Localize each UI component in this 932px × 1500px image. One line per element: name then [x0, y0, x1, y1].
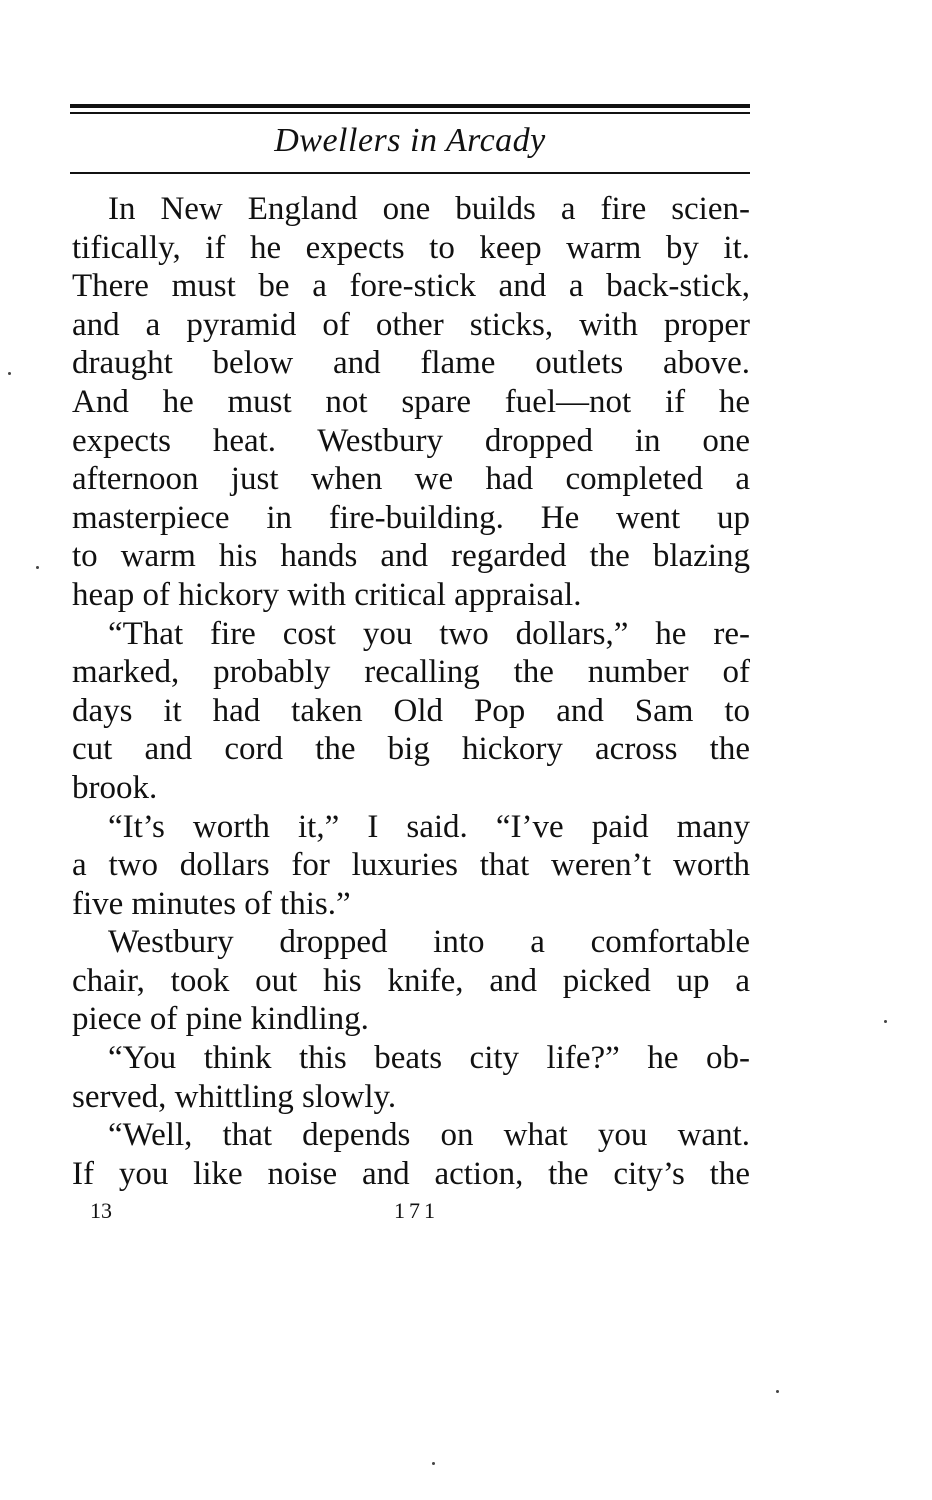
- signature-mark: 13: [90, 1198, 112, 1223]
- text-line: “You think this beats city life?” he ob-: [108, 1040, 750, 1077]
- text-line: masterpiece in fire-building. He went up: [72, 499, 750, 536]
- scan-speck: [776, 1390, 779, 1393]
- body-text: [72, 190, 750, 1193]
- text-line: heap of hickory with critical appraisal.: [72, 576, 582, 613]
- text-line: days it had taken Old Pop and Sam to: [72, 692, 750, 729]
- text-line: expects heat. Westbury dropped in one: [72, 422, 750, 459]
- page-number: 171: [394, 1198, 439, 1223]
- text-line: “That fire cost you two dollars,” he re-: [108, 615, 750, 652]
- text-line: draught below and flame outlets above.: [72, 345, 750, 382]
- text-line: piece of pine kindling.: [72, 1001, 369, 1038]
- text-line: In New England one builds a fire scien-: [108, 191, 750, 227]
- header-rule-bottom: [70, 172, 750, 174]
- scan-speck: [8, 372, 11, 375]
- text-line: brook.: [72, 769, 158, 806]
- text-line: to warm his hands and regarded the blazing: [72, 538, 750, 575]
- text-line: Westbury dropped into a comfortable: [108, 924, 750, 961]
- text-line: If you like noise and action, the city’s the: [72, 1155, 750, 1192]
- header-rule-thick: [70, 104, 750, 108]
- scan-speck: [884, 1020, 887, 1023]
- text-line: a two dollars for luxuries that weren’t worth: [72, 847, 750, 884]
- text-line: five minutes of this.”: [72, 885, 351, 922]
- header-rule-thin: [70, 112, 750, 114]
- text-line: marked, probably recalling the number of: [72, 654, 750, 691]
- text-line: chair, took out his knife, and picked up a: [72, 962, 750, 999]
- page-footer: [72, 1198, 750, 1228]
- text-line: and a pyramid of other sticks, with proper: [72, 306, 750, 343]
- text-line: There must be a fore-stick and a back-stick,: [72, 268, 750, 305]
- text-line: cut and cord the big hickory across the: [72, 731, 750, 768]
- text-line: And he must not spare fuel—not if he: [72, 383, 750, 420]
- text-line: “Well, that depends on what you want.: [108, 1117, 750, 1154]
- text-line: tifically, if he expects to keep warm by it.: [72, 229, 750, 266]
- scan-speck: [36, 566, 39, 569]
- scan-speck: [432, 1462, 435, 1465]
- text-line: “It’s worth it,” I said. “I’ve paid many: [108, 808, 750, 845]
- text-line: afternoon just when we had completed a: [72, 461, 750, 498]
- text-line: served, whittling slowly.: [72, 1078, 397, 1115]
- running-head: Dwellers in Arcady: [274, 122, 546, 159]
